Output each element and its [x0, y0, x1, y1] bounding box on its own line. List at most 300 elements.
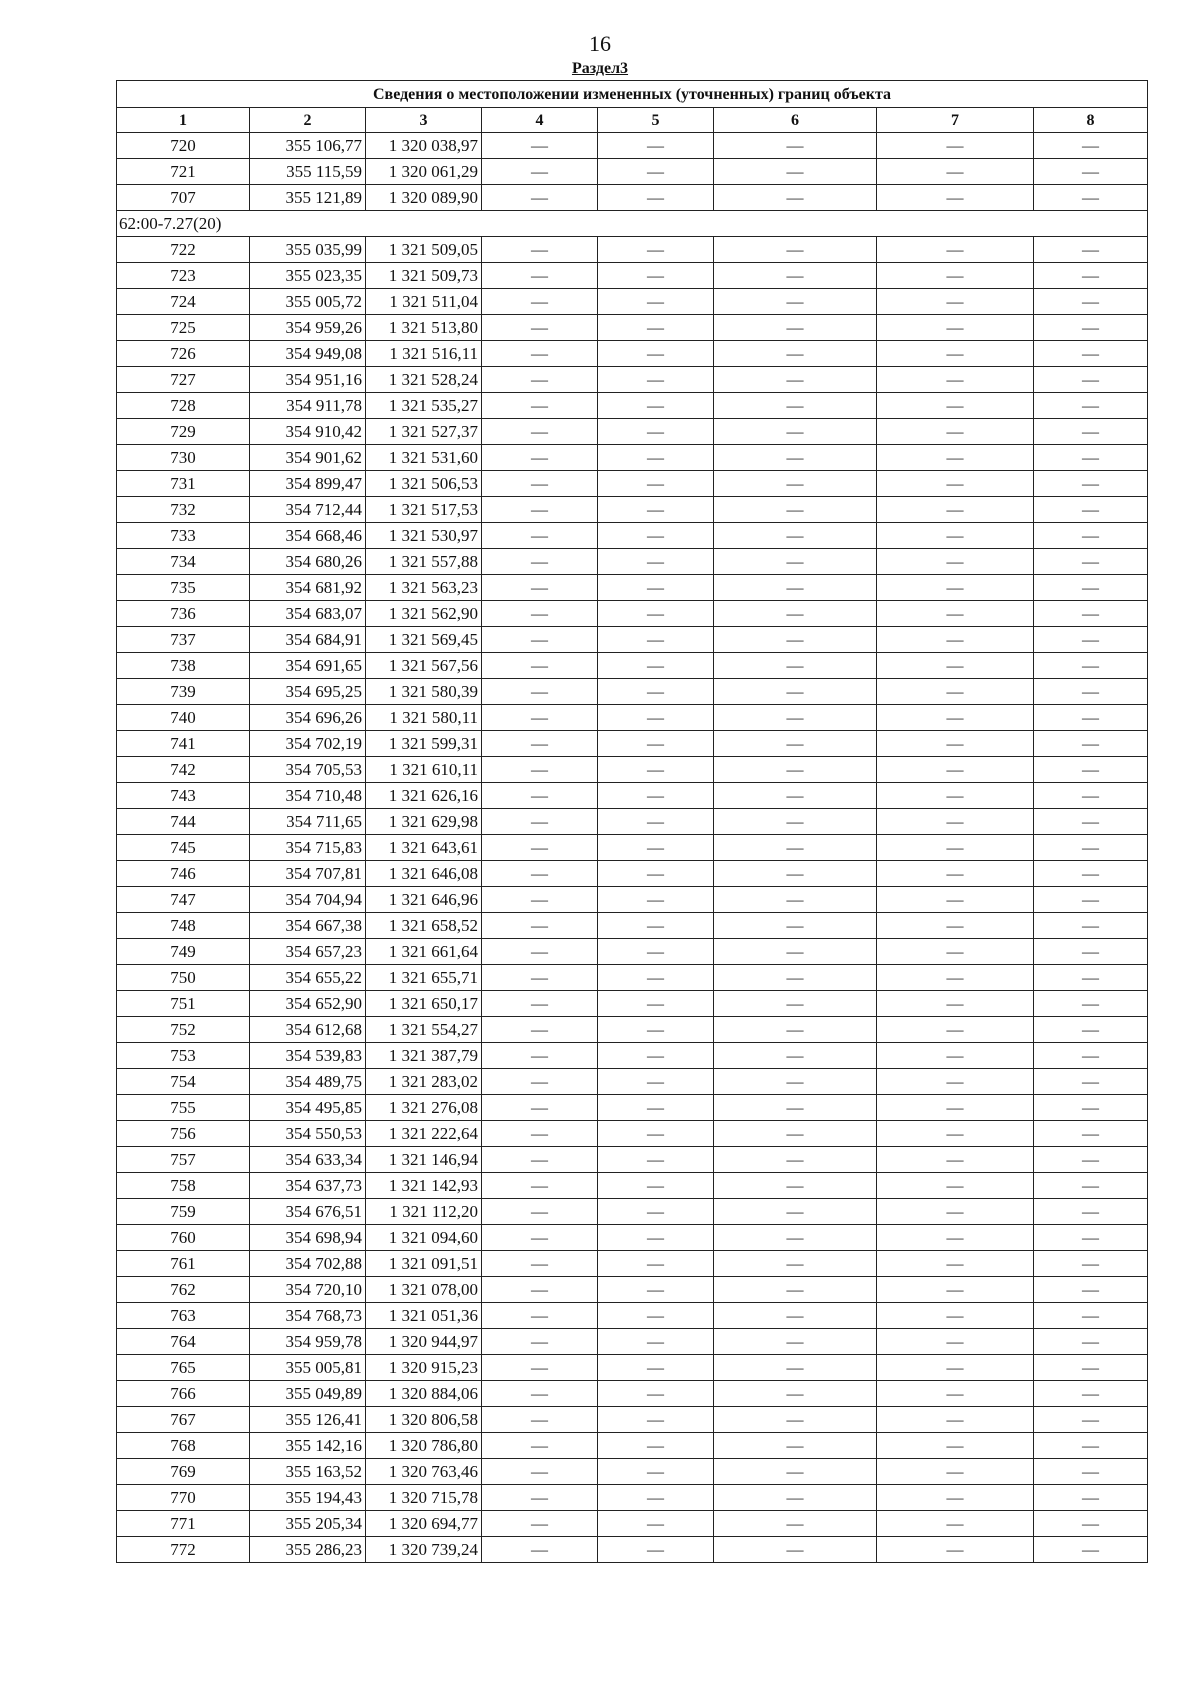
- dash-cell: —: [482, 341, 598, 367]
- y-coordinate-cell: 1 321 554,27: [366, 1017, 482, 1043]
- dash-cell: —: [482, 679, 598, 705]
- point-number-cell: 755: [117, 1095, 250, 1121]
- dash-cell: —: [598, 835, 714, 861]
- dash-cell: —: [877, 1017, 1034, 1043]
- dash-cell: —: [482, 965, 598, 991]
- x-coordinate-cell: 354 951,16: [250, 367, 366, 393]
- column-number: 8: [1034, 108, 1148, 133]
- table-row: [117, 861, 1148, 887]
- dash-cell: —: [1034, 315, 1148, 341]
- point-number-cell: 722: [117, 237, 250, 263]
- x-coordinate-cell: 354 681,92: [250, 575, 366, 601]
- dash-cell: —: [877, 367, 1034, 393]
- y-coordinate-cell: 1 321 563,23: [366, 575, 482, 601]
- dash-cell: —: [877, 419, 1034, 445]
- dash-cell: —: [1034, 1511, 1148, 1537]
- dash-cell: —: [877, 1329, 1034, 1355]
- dash-cell: —: [714, 913, 877, 939]
- dash-cell: —: [482, 913, 598, 939]
- dash-cell: —: [877, 991, 1034, 1017]
- point-number-cell: 764: [117, 1329, 250, 1355]
- dash-cell: —: [1034, 1147, 1148, 1173]
- dash-cell: —: [714, 965, 877, 991]
- table-row: [117, 1433, 1148, 1459]
- dash-cell: —: [877, 1225, 1034, 1251]
- table-row: [117, 1329, 1148, 1355]
- dash-cell: —: [877, 1095, 1034, 1121]
- x-coordinate-cell: 354 959,78: [250, 1329, 366, 1355]
- table-row: [117, 1459, 1148, 1485]
- point-number-cell: 756: [117, 1121, 250, 1147]
- x-coordinate-cell: 354 495,85: [250, 1095, 366, 1121]
- x-coordinate-cell: 354 695,25: [250, 679, 366, 705]
- dash-cell: —: [714, 809, 877, 835]
- table-row: [117, 939, 1148, 965]
- x-coordinate-cell: 354 655,22: [250, 965, 366, 991]
- dash-cell: —: [482, 835, 598, 861]
- x-coordinate-cell: 354 489,75: [250, 1069, 366, 1095]
- table-caption: Сведения о местоположении измененных (уточненных) границ объекта: [117, 81, 1148, 108]
- y-coordinate-cell: 1 321 650,17: [366, 991, 482, 1017]
- table-row: [117, 159, 1148, 185]
- dash-cell: —: [598, 1017, 714, 1043]
- x-coordinate-cell: 354 683,07: [250, 601, 366, 627]
- table-row: [117, 1017, 1148, 1043]
- dash-cell: —: [714, 887, 877, 913]
- dash-cell: —: [482, 393, 598, 419]
- table-row: [117, 263, 1148, 289]
- dash-cell: —: [877, 1147, 1034, 1173]
- point-number-cell: 769: [117, 1459, 250, 1485]
- point-number-cell: 730: [117, 445, 250, 471]
- table-row: [117, 1485, 1148, 1511]
- point-number-cell: 732: [117, 497, 250, 523]
- table-row: [117, 1225, 1148, 1251]
- x-coordinate-cell: 354 704,94: [250, 887, 366, 913]
- dash-cell: —: [877, 1537, 1034, 1563]
- point-number-cell: 747: [117, 887, 250, 913]
- dash-cell: —: [482, 731, 598, 757]
- dash-cell: —: [714, 1355, 877, 1381]
- dash-cell: —: [877, 965, 1034, 991]
- column-number: 1: [117, 108, 250, 133]
- point-number-cell: 748: [117, 913, 250, 939]
- y-coordinate-cell: 1 321 629,98: [366, 809, 482, 835]
- dash-cell: —: [598, 289, 714, 315]
- table-row: [117, 549, 1148, 575]
- table-row: [117, 1537, 1148, 1563]
- group-label: 62:00-7.27(20): [117, 211, 1148, 237]
- point-number-cell: 728: [117, 393, 250, 419]
- dash-cell: —: [877, 497, 1034, 523]
- x-coordinate-cell: 354 710,48: [250, 783, 366, 809]
- point-number-cell: 736: [117, 601, 250, 627]
- column-number: 6: [714, 108, 877, 133]
- point-number-cell: 723: [117, 263, 250, 289]
- dash-cell: —: [1034, 1303, 1148, 1329]
- dash-cell: —: [1034, 965, 1148, 991]
- dash-cell: —: [482, 1459, 598, 1485]
- dash-cell: —: [482, 1069, 598, 1095]
- y-coordinate-cell: 1 321 557,88: [366, 549, 482, 575]
- table-row: [117, 185, 1148, 211]
- table-row: [117, 1043, 1148, 1069]
- point-number-cell: 765: [117, 1355, 250, 1381]
- x-coordinate-cell: 354 676,51: [250, 1199, 366, 1225]
- table-row: [117, 679, 1148, 705]
- dash-cell: —: [877, 1277, 1034, 1303]
- point-number-cell: 729: [117, 419, 250, 445]
- dash-cell: —: [877, 445, 1034, 471]
- dash-cell: —: [714, 1121, 877, 1147]
- y-coordinate-cell: 1 321 580,39: [366, 679, 482, 705]
- dash-cell: —: [598, 939, 714, 965]
- dash-cell: —: [1034, 1043, 1148, 1069]
- point-number-cell: 733: [117, 523, 250, 549]
- x-coordinate-cell: 354 691,65: [250, 653, 366, 679]
- dash-cell: —: [1034, 939, 1148, 965]
- x-coordinate-cell: 354 711,65: [250, 809, 366, 835]
- dash-cell: —: [1034, 1355, 1148, 1381]
- dash-cell: —: [598, 965, 714, 991]
- dash-cell: —: [714, 1199, 877, 1225]
- dash-cell: —: [714, 627, 877, 653]
- point-number-cell: 744: [117, 809, 250, 835]
- dash-cell: —: [598, 757, 714, 783]
- dash-cell: —: [598, 991, 714, 1017]
- point-number-cell: 735: [117, 575, 250, 601]
- dash-cell: —: [598, 523, 714, 549]
- dash-cell: —: [877, 289, 1034, 315]
- table-row: [117, 575, 1148, 601]
- x-coordinate-cell: 354 698,94: [250, 1225, 366, 1251]
- y-coordinate-cell: 1 321 528,24: [366, 367, 482, 393]
- column-numbers-row: [117, 108, 1148, 133]
- dash-cell: —: [877, 679, 1034, 705]
- y-coordinate-cell: 1 321 535,27: [366, 393, 482, 419]
- y-coordinate-cell: 1 321 646,96: [366, 887, 482, 913]
- dash-cell: —: [714, 861, 877, 887]
- dash-cell: —: [714, 1095, 877, 1121]
- dash-cell: —: [877, 809, 1034, 835]
- dash-cell: —: [714, 1459, 877, 1485]
- dash-cell: —: [598, 1407, 714, 1433]
- dash-cell: —: [482, 757, 598, 783]
- dash-cell: —: [714, 1251, 877, 1277]
- dash-cell: —: [482, 1147, 598, 1173]
- dash-cell: —: [598, 601, 714, 627]
- dash-cell: —: [1034, 783, 1148, 809]
- dash-cell: —: [598, 471, 714, 497]
- column-number: 2: [250, 108, 366, 133]
- dash-cell: —: [482, 367, 598, 393]
- x-coordinate-cell: 355 005,81: [250, 1355, 366, 1381]
- dash-cell: —: [482, 1381, 598, 1407]
- dash-cell: —: [714, 1433, 877, 1459]
- dash-cell: —: [598, 731, 714, 757]
- y-coordinate-cell: 1 321 283,02: [366, 1069, 482, 1095]
- y-coordinate-cell: 1 321 646,08: [366, 861, 482, 887]
- dash-cell: —: [1034, 1017, 1148, 1043]
- dash-cell: —: [714, 679, 877, 705]
- dash-cell: —: [1034, 1459, 1148, 1485]
- dash-cell: —: [877, 1511, 1034, 1537]
- point-number-cell: 741: [117, 731, 250, 757]
- dash-cell: —: [598, 237, 714, 263]
- dash-cell: —: [598, 1485, 714, 1511]
- dash-cell: —: [714, 159, 877, 185]
- dash-cell: —: [714, 757, 877, 783]
- dash-cell: —: [598, 1251, 714, 1277]
- y-coordinate-cell: 1 321 562,90: [366, 601, 482, 627]
- dash-cell: —: [877, 913, 1034, 939]
- x-coordinate-cell: 354 702,88: [250, 1251, 366, 1277]
- dash-cell: —: [714, 1017, 877, 1043]
- dash-cell: —: [714, 185, 877, 211]
- table-row: [117, 627, 1148, 653]
- table-row: [117, 1069, 1148, 1095]
- column-number: 3: [366, 108, 482, 133]
- dash-cell: —: [1034, 1069, 1148, 1095]
- dash-cell: —: [1034, 1485, 1148, 1511]
- table-row: [117, 1095, 1148, 1121]
- dash-cell: —: [598, 653, 714, 679]
- point-number-cell: 734: [117, 549, 250, 575]
- dash-cell: —: [877, 1485, 1034, 1511]
- dash-cell: —: [598, 1225, 714, 1251]
- table-row: [117, 393, 1148, 419]
- dash-cell: —: [714, 1329, 877, 1355]
- table-row: [117, 835, 1148, 861]
- y-coordinate-cell: 1 321 516,11: [366, 341, 482, 367]
- dash-cell: —: [482, 627, 598, 653]
- dash-cell: —: [1034, 549, 1148, 575]
- dash-cell: —: [482, 653, 598, 679]
- dash-cell: —: [598, 419, 714, 445]
- table-row: [117, 1381, 1148, 1407]
- x-coordinate-cell: 355 115,59: [250, 159, 366, 185]
- coordinates-table: [116, 80, 1148, 1563]
- dash-cell: —: [482, 419, 598, 445]
- table-caption-row: [117, 81, 1148, 108]
- dash-cell: —: [482, 1485, 598, 1511]
- x-coordinate-cell: 354 633,34: [250, 1147, 366, 1173]
- dash-cell: —: [877, 1069, 1034, 1095]
- point-number-cell: 720: [117, 133, 250, 159]
- y-coordinate-cell: 1 321 276,08: [366, 1095, 482, 1121]
- dash-cell: —: [714, 1043, 877, 1069]
- dash-cell: —: [598, 1511, 714, 1537]
- y-coordinate-cell: 1 321 091,51: [366, 1251, 482, 1277]
- dash-cell: —: [714, 1173, 877, 1199]
- x-coordinate-cell: 354 712,44: [250, 497, 366, 523]
- y-coordinate-cell: 1 321 655,71: [366, 965, 482, 991]
- table-row: [117, 367, 1148, 393]
- y-coordinate-cell: 1 321 580,11: [366, 705, 482, 731]
- dash-cell: —: [714, 1069, 877, 1095]
- table-row: [117, 1407, 1148, 1433]
- dash-cell: —: [1034, 133, 1148, 159]
- y-coordinate-cell: 1 321 146,94: [366, 1147, 482, 1173]
- table-row: [117, 1303, 1148, 1329]
- dash-cell: —: [714, 419, 877, 445]
- x-coordinate-cell: 354 707,81: [250, 861, 366, 887]
- dash-cell: —: [714, 471, 877, 497]
- dash-cell: —: [877, 1381, 1034, 1407]
- dash-cell: —: [1034, 627, 1148, 653]
- dash-cell: —: [1034, 835, 1148, 861]
- point-number-cell: 745: [117, 835, 250, 861]
- x-coordinate-cell: 355 142,16: [250, 1433, 366, 1459]
- dash-cell: —: [482, 1329, 598, 1355]
- dash-cell: —: [877, 1173, 1034, 1199]
- dash-cell: —: [714, 549, 877, 575]
- dash-cell: —: [1034, 159, 1148, 185]
- y-coordinate-cell: 1 321 517,53: [366, 497, 482, 523]
- dash-cell: —: [714, 497, 877, 523]
- point-number-cell: 738: [117, 653, 250, 679]
- dash-cell: —: [482, 705, 598, 731]
- dash-cell: —: [482, 1537, 598, 1563]
- y-coordinate-cell: 1 321 610,11: [366, 757, 482, 783]
- y-coordinate-cell: 1 321 142,93: [366, 1173, 482, 1199]
- dash-cell: —: [482, 1095, 598, 1121]
- y-coordinate-cell: 1 321 112,20: [366, 1199, 482, 1225]
- dash-cell: —: [598, 393, 714, 419]
- dash-cell: —: [714, 237, 877, 263]
- y-coordinate-cell: 1 320 763,46: [366, 1459, 482, 1485]
- dash-cell: —: [482, 1433, 598, 1459]
- dash-cell: —: [714, 1407, 877, 1433]
- dash-cell: —: [1034, 861, 1148, 887]
- x-coordinate-cell: 354 667,38: [250, 913, 366, 939]
- table-row: [117, 1199, 1148, 1225]
- y-coordinate-cell: 1 320 806,58: [366, 1407, 482, 1433]
- dash-cell: —: [877, 471, 1034, 497]
- dash-cell: —: [598, 1043, 714, 1069]
- dash-cell: —: [877, 1121, 1034, 1147]
- table-row: [117, 289, 1148, 315]
- dash-cell: —: [598, 1303, 714, 1329]
- dash-cell: —: [598, 1381, 714, 1407]
- dash-cell: —: [598, 159, 714, 185]
- x-coordinate-cell: 354 720,10: [250, 1277, 366, 1303]
- y-coordinate-cell: 1 321 387,79: [366, 1043, 482, 1069]
- dash-cell: —: [877, 549, 1034, 575]
- point-number-cell: 753: [117, 1043, 250, 1069]
- table-row: [117, 419, 1148, 445]
- table-row: [117, 497, 1148, 523]
- dash-cell: —: [877, 393, 1034, 419]
- point-number-cell: 754: [117, 1069, 250, 1095]
- table-row: [117, 809, 1148, 835]
- x-coordinate-cell: 354 696,26: [250, 705, 366, 731]
- y-coordinate-cell: 1 321 506,53: [366, 471, 482, 497]
- point-number-cell: 737: [117, 627, 250, 653]
- dash-cell: —: [482, 237, 598, 263]
- point-number-cell: 771: [117, 1511, 250, 1537]
- table-row: [117, 991, 1148, 1017]
- point-number-cell: 731: [117, 471, 250, 497]
- dash-cell: —: [482, 549, 598, 575]
- dash-cell: —: [1034, 1251, 1148, 1277]
- dash-cell: —: [598, 783, 714, 809]
- dash-cell: —: [877, 705, 1034, 731]
- x-coordinate-cell: 354 657,23: [250, 939, 366, 965]
- dash-cell: —: [598, 679, 714, 705]
- dash-cell: —: [598, 575, 714, 601]
- table-row: [117, 471, 1148, 497]
- y-coordinate-cell: 1 321 599,31: [366, 731, 482, 757]
- dash-cell: —: [482, 1277, 598, 1303]
- point-number-cell: 760: [117, 1225, 250, 1251]
- dash-cell: —: [598, 1199, 714, 1225]
- dash-cell: —: [598, 913, 714, 939]
- dash-cell: —: [598, 1147, 714, 1173]
- dash-cell: —: [482, 809, 598, 835]
- column-number: 7: [877, 108, 1034, 133]
- dash-cell: —: [482, 1017, 598, 1043]
- page-number: 16: [589, 31, 611, 56]
- table-row: [117, 237, 1148, 263]
- dash-cell: —: [877, 1199, 1034, 1225]
- dash-cell: —: [482, 939, 598, 965]
- dash-cell: —: [714, 835, 877, 861]
- x-coordinate-cell: 354 911,78: [250, 393, 366, 419]
- column-number: 5: [598, 108, 714, 133]
- dash-cell: —: [1034, 1433, 1148, 1459]
- x-coordinate-cell: 354 680,26: [250, 549, 366, 575]
- dash-cell: —: [1034, 1277, 1148, 1303]
- dash-cell: —: [877, 237, 1034, 263]
- dash-cell: —: [877, 341, 1034, 367]
- dash-cell: —: [877, 861, 1034, 887]
- table-row: [117, 601, 1148, 627]
- point-number-cell: 762: [117, 1277, 250, 1303]
- y-coordinate-cell: 1 320 944,97: [366, 1329, 482, 1355]
- point-number-cell: 759: [117, 1199, 250, 1225]
- dash-cell: —: [877, 1459, 1034, 1485]
- dash-cell: —: [482, 185, 598, 211]
- dash-cell: —: [877, 133, 1034, 159]
- dash-cell: —: [714, 1511, 877, 1537]
- dash-cell: —: [1034, 1121, 1148, 1147]
- point-number-cell: 758: [117, 1173, 250, 1199]
- dash-cell: —: [714, 1381, 877, 1407]
- y-coordinate-cell: 1 321 527,37: [366, 419, 482, 445]
- dash-cell: —: [482, 1199, 598, 1225]
- x-coordinate-cell: 355 106,77: [250, 133, 366, 159]
- dash-cell: —: [1034, 1173, 1148, 1199]
- y-coordinate-cell: 1 320 884,06: [366, 1381, 482, 1407]
- dash-cell: —: [714, 1485, 877, 1511]
- dash-cell: —: [598, 887, 714, 913]
- x-coordinate-cell: 354 899,47: [250, 471, 366, 497]
- dash-cell: —: [482, 133, 598, 159]
- dash-cell: —: [1034, 341, 1148, 367]
- dash-cell: —: [714, 445, 877, 471]
- point-number-cell: 770: [117, 1485, 250, 1511]
- table-row: [117, 887, 1148, 913]
- group-row: [117, 211, 1148, 237]
- dash-cell: —: [598, 627, 714, 653]
- dash-cell: —: [877, 653, 1034, 679]
- dash-cell: —: [1034, 497, 1148, 523]
- dash-cell: —: [482, 159, 598, 185]
- dash-cell: —: [714, 731, 877, 757]
- x-coordinate-cell: 355 049,89: [250, 1381, 366, 1407]
- dash-cell: —: [1034, 367, 1148, 393]
